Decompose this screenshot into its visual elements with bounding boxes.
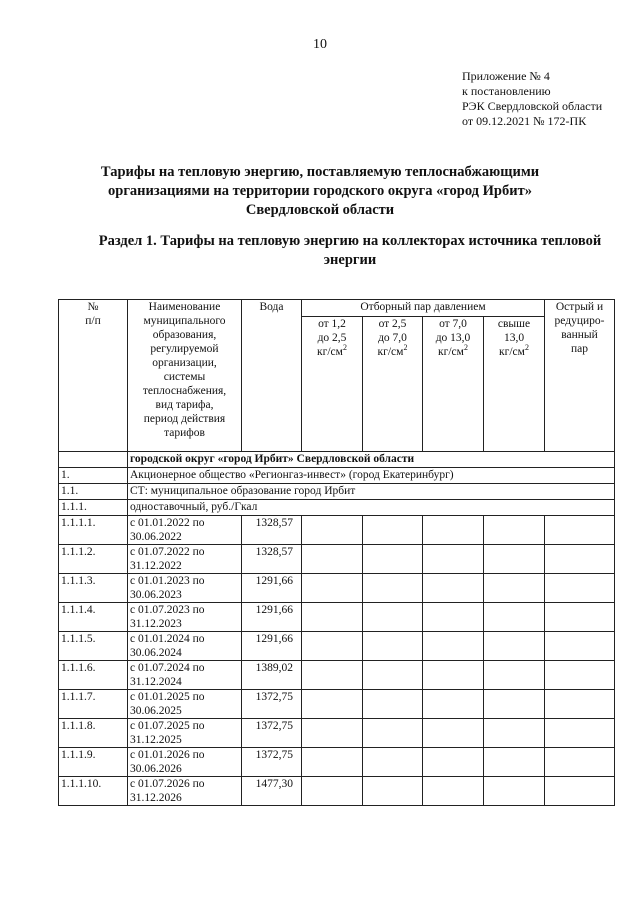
tariff-table [58, 299, 615, 806]
empty-cell [363, 603, 423, 632]
row-water-value: 1291,66 [242, 632, 302, 661]
table-row [59, 603, 615, 632]
header-unit: $кг/см^2$ [438, 343, 468, 358]
header-text: Наименование [148, 301, 221, 313]
empty-cell [423, 574, 484, 603]
period-from: с 01.07.2022 по [130, 546, 205, 558]
row-number: 1.1.1.6. [59, 661, 128, 690]
header-text: № [87, 301, 99, 313]
header-text: редуциро- [554, 315, 605, 327]
row-period [128, 748, 242, 777]
empty-cell [423, 719, 484, 748]
header-text: регулируемой [150, 343, 219, 355]
table-row [59, 690, 615, 719]
row-period [128, 719, 242, 748]
row-water-value: 1477,30 [242, 777, 302, 806]
row-number: 1.1.1.2. [59, 545, 128, 574]
header-text: свыше [497, 318, 531, 330]
empty-cell [363, 516, 423, 545]
header-text: муниципального [143, 315, 226, 327]
row-water-value: 1291,66 [242, 603, 302, 632]
empty-cell [484, 632, 545, 661]
period-from: с 01.07.2024 по [130, 662, 205, 674]
appendix-line: от 09.12.2021 № 172-ПК [462, 114, 587, 128]
empty-cell [545, 574, 615, 603]
row-water-value: 1372,75 [242, 748, 302, 777]
empty-cell [484, 690, 545, 719]
empty-cell [302, 719, 363, 748]
appendix-block [462, 69, 602, 129]
empty-cell [545, 632, 615, 661]
header-text: п/п [85, 315, 101, 327]
section-title-line: энергии [323, 252, 377, 268]
empty-cell [423, 603, 484, 632]
row-number: 1.1.1.9. [59, 748, 128, 777]
period-from: с 01.07.2025 по [130, 720, 205, 732]
empty-cell [423, 661, 484, 690]
empty-cell [484, 661, 545, 690]
title-line: Тарифы на тепловую энергию, поставляемую теплоснабжающими [100, 164, 540, 180]
document-title [60, 163, 580, 220]
period-from: с 01.07.2023 по [130, 604, 205, 616]
table-row [59, 748, 615, 777]
group-row-system [59, 484, 615, 500]
group-row-text: одноставочный, руб./Гкал [128, 500, 615, 516]
row-number: 1.1.1.7. [59, 690, 128, 719]
header-text: до 7,0 [378, 332, 407, 344]
empty-cell [363, 719, 423, 748]
header-unit: $кг/см^2$ [499, 343, 529, 358]
section-title-line: Раздел 1. Тарифы на тепловую энергию на коллекторах источника тепловой [98, 233, 602, 249]
empty-cell [363, 748, 423, 777]
empty-cell [363, 574, 423, 603]
empty-cell [484, 516, 545, 545]
appendix-line: РЭК Свердловской области [462, 99, 603, 113]
empty-cell [302, 574, 363, 603]
empty-cell [302, 632, 363, 661]
row-period [128, 661, 242, 690]
row-period [128, 574, 242, 603]
period-to: 30.06.2026 [130, 763, 182, 775]
empty-cell [302, 603, 363, 632]
empty-cell [423, 777, 484, 806]
row-number: 1.1.1.8. [59, 719, 128, 748]
empty-cell [484, 777, 545, 806]
header-pressure-4 [484, 317, 545, 452]
header-steam [545, 300, 615, 452]
group-row-number: 1.1.1. [59, 500, 128, 516]
empty-cell [545, 777, 615, 806]
row-water-value: 1291,66 [242, 574, 302, 603]
empty-cell [302, 690, 363, 719]
empty-cell [363, 661, 423, 690]
header-text: вид тарифа, [155, 399, 214, 411]
empty-cell [363, 690, 423, 719]
group-row-organization [59, 468, 615, 484]
row-water-value: 1372,75 [242, 690, 302, 719]
group-row-number: 1.1. [59, 484, 128, 500]
period-to: 31.12.2022 [130, 560, 182, 572]
empty-cell [423, 632, 484, 661]
row-period [128, 603, 242, 632]
period-from: с 01.01.2026 по [130, 749, 205, 761]
row-period [128, 690, 242, 719]
header-pressure-group: Отборный пар давлением [302, 300, 545, 317]
row-period [128, 516, 242, 545]
row-water-value: 1328,57 [242, 516, 302, 545]
group-row-number: 1. [59, 468, 128, 484]
row-period [128, 545, 242, 574]
header-text: организации, [152, 357, 217, 369]
empty-cell [302, 516, 363, 545]
header-text: период действия [143, 413, 226, 425]
appendix-line: Приложение № 4 [462, 69, 550, 83]
empty-cell [484, 719, 545, 748]
row-period [128, 632, 242, 661]
period-to: 30.06.2022 [130, 531, 182, 543]
row-number: 1.1.1.3. [59, 574, 128, 603]
row-period [128, 777, 242, 806]
table-row [59, 516, 615, 545]
header-text: Острый и [555, 301, 604, 313]
empty-cell [484, 603, 545, 632]
table-row [59, 719, 615, 748]
row-water-value: 1389,02 [242, 661, 302, 690]
header-text: до 13,0 [435, 332, 471, 344]
header-text: до 2,5 [317, 332, 347, 344]
empty-cell [545, 719, 615, 748]
empty-cell [423, 516, 484, 545]
table-row [59, 632, 615, 661]
period-from: с 01.07.2026 по [130, 778, 205, 790]
header-text: образования, [152, 329, 217, 341]
header-text: ванный [561, 329, 598, 341]
empty-cell [484, 545, 545, 574]
period-from: с 01.01.2025 по [130, 691, 205, 703]
empty-cell [363, 545, 423, 574]
empty-cell [545, 545, 615, 574]
header-unit: $кг/см^2$ [377, 343, 408, 358]
row-water-value: 1372,75 [242, 719, 302, 748]
empty-cell [423, 690, 484, 719]
period-to: 30.06.2023 [130, 589, 182, 601]
empty-cell [363, 632, 423, 661]
period-to: 31.12.2024 [130, 676, 182, 688]
empty-cell [545, 661, 615, 690]
table-row [59, 574, 615, 603]
empty-cell [363, 777, 423, 806]
empty-cell [302, 661, 363, 690]
header-text: тарифов [164, 427, 205, 439]
empty-cell [484, 574, 545, 603]
group-row-tariff-type [59, 500, 615, 516]
empty-cell [302, 748, 363, 777]
empty-cell [302, 777, 363, 806]
header-text: 13,0 [503, 332, 525, 344]
period-from: с 01.01.2024 по [130, 633, 205, 645]
empty-cell [423, 748, 484, 777]
header-name [128, 300, 242, 452]
period-from: с 01.01.2023 по [130, 575, 205, 587]
group-row-text: городской округ «город Ирбит» Свердловской области [128, 452, 615, 468]
header-number [59, 300, 128, 452]
row-water-value: 1328,57 [242, 545, 302, 574]
title-line: Свердловской области [245, 202, 395, 218]
empty-cell [302, 545, 363, 574]
period-to: 30.06.2025 [130, 705, 182, 717]
period-from: с 01.01.2022 по [130, 517, 205, 529]
group-row-text: Акционерное общество «Регионгаз-инвест» (город Екатеринбург) [128, 468, 615, 484]
header-text: пар [570, 343, 588, 355]
period-to: 31.12.2025 [130, 734, 182, 746]
group-row-number [59, 452, 128, 468]
row-number: 1.1.1.10. [59, 777, 128, 806]
header-text: теплоснабжения, [142, 385, 227, 397]
empty-cell [545, 516, 615, 545]
header-pressure-3 [423, 317, 484, 452]
table-row [59, 777, 615, 806]
table-row [59, 545, 615, 574]
page-number: 10 [313, 37, 327, 52]
row-number: 1.1.1.1. [59, 516, 128, 545]
empty-cell [545, 603, 615, 632]
header-pressure-1 [302, 317, 363, 452]
row-number: 1.1.1.4. [59, 603, 128, 632]
header-text: от 7,0 [439, 318, 467, 330]
group-row-text: СТ: муниципальное образование город Ирбит [128, 484, 615, 500]
header-text: от 2,5 [378, 318, 407, 330]
empty-cell [484, 748, 545, 777]
title-line: организациями на территории городского округа «город Ирбит» [108, 183, 532, 199]
empty-cell [423, 545, 484, 574]
empty-cell [545, 690, 615, 719]
row-number: 1.1.1.5. [59, 632, 128, 661]
group-row-district [59, 452, 615, 468]
period-to: 31.12.2023 [130, 618, 182, 630]
table-row [59, 661, 615, 690]
header-text: системы [163, 371, 206, 383]
section-title [80, 232, 620, 270]
header-unit: $кг/см^2$ [317, 343, 347, 358]
period-to: 31.12.2026 [130, 792, 182, 804]
header-water: Вода [242, 300, 302, 452]
header-text: от 1,2 [318, 318, 346, 330]
empty-cell [545, 748, 615, 777]
appendix-line: к постановлению [462, 84, 551, 98]
header-pressure-2 [363, 317, 423, 452]
period-to: 30.06.2024 [130, 647, 182, 659]
